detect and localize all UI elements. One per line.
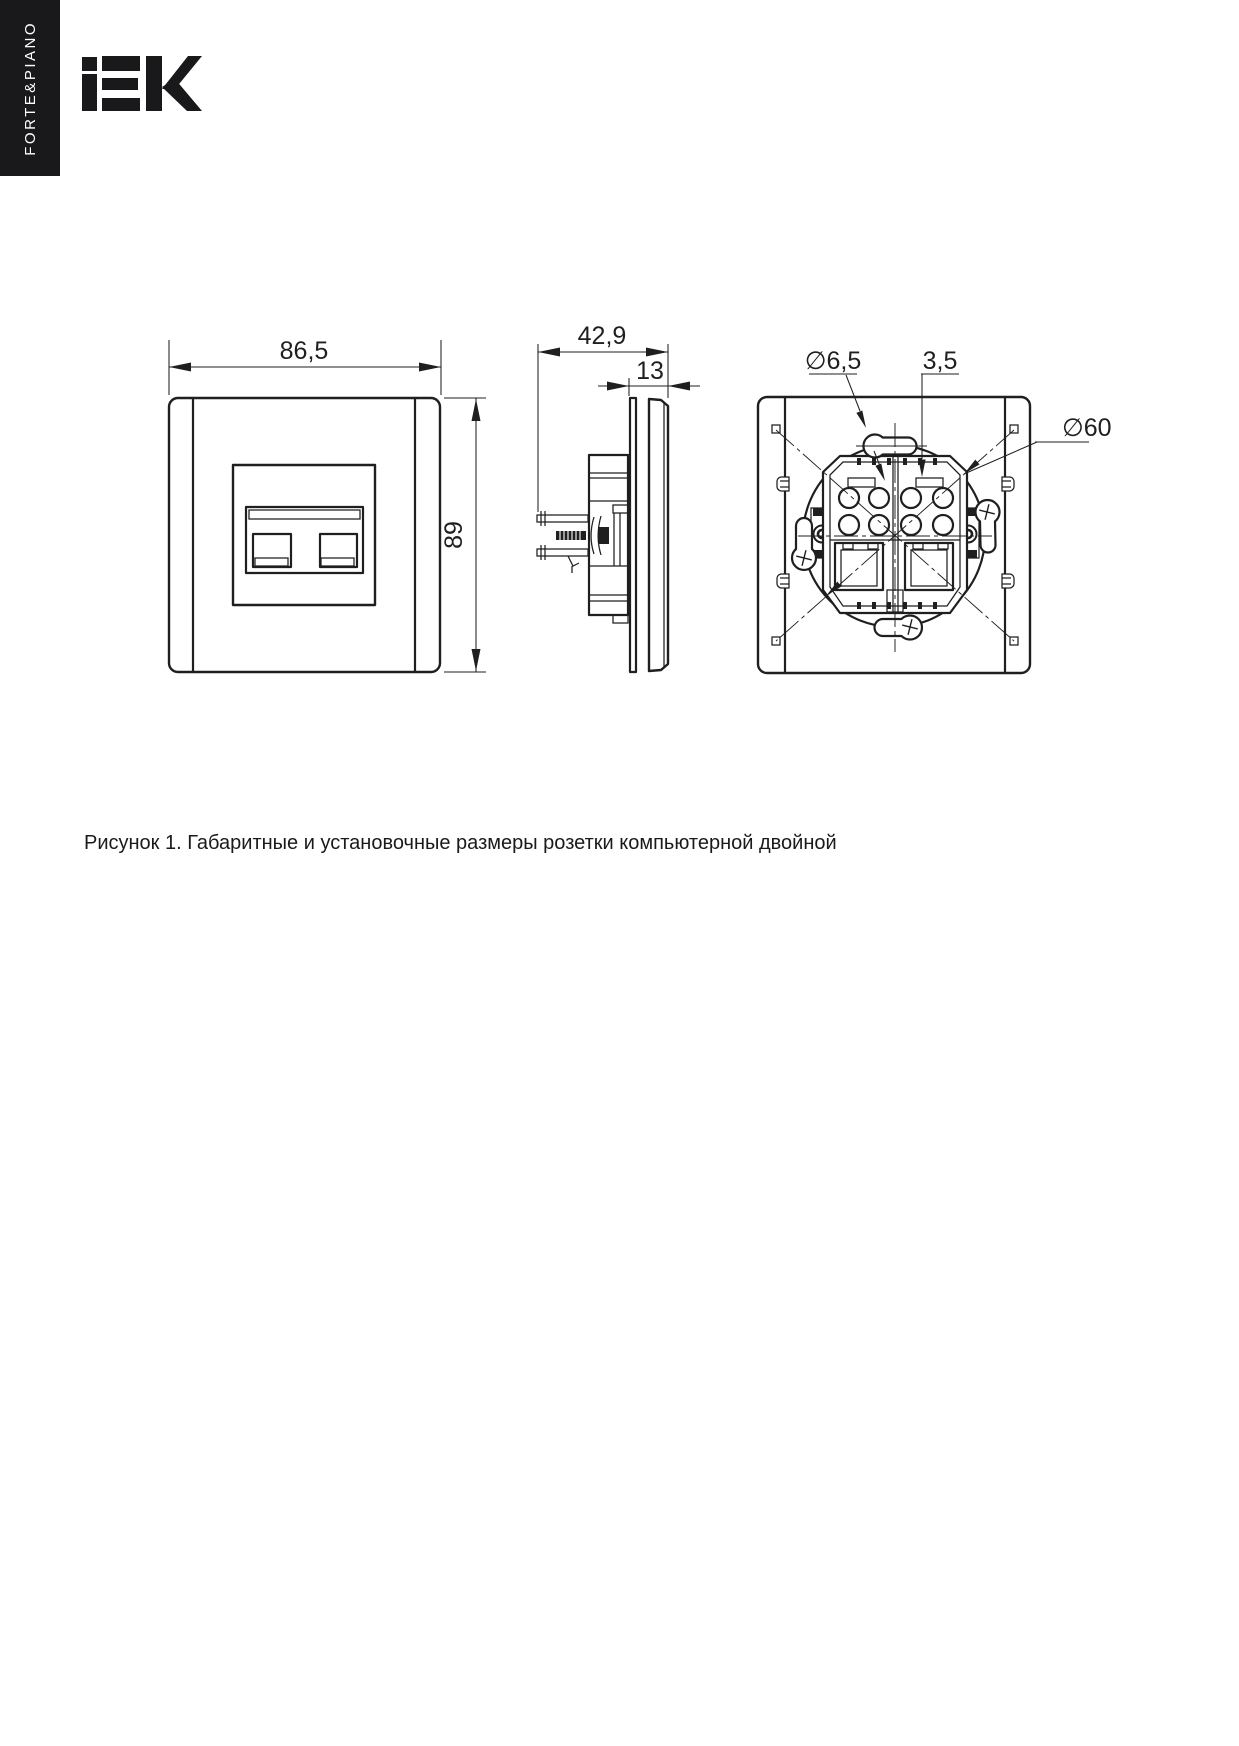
mounting-screw-side — [556, 516, 609, 573]
figure-caption: Рисунок 1. Габаритные и установочные размеры розетки компьютерной двойной — [84, 832, 837, 854]
dim-mount-diameter: ∅60 — [1062, 414, 1112, 442]
side-view — [537, 398, 668, 672]
dim-side-protrusion: 13 — [636, 357, 664, 385]
side-view-dimensions — [538, 322, 700, 512]
dim-front-width: 86,5 — [279, 337, 329, 365]
keyhole-left — [792, 518, 816, 570]
dim-slot-width: 3,5 — [922, 347, 958, 375]
dimension-drawing — [0, 0, 1239, 770]
back-view — [758, 397, 1030, 673]
front-view — [169, 398, 440, 672]
brand-sidebar-label: FORTE&PIANO — [21, 20, 39, 156]
dim-side-depth: 42,9 — [577, 322, 627, 350]
dim-hole-diameter: ∅6,5 — [804, 347, 862, 375]
rj45-port-left — [253, 534, 291, 567]
rj45-port-right — [320, 534, 357, 567]
dim-front-height: 89 — [440, 521, 468, 549]
front-view-dimensions — [169, 337, 486, 672]
